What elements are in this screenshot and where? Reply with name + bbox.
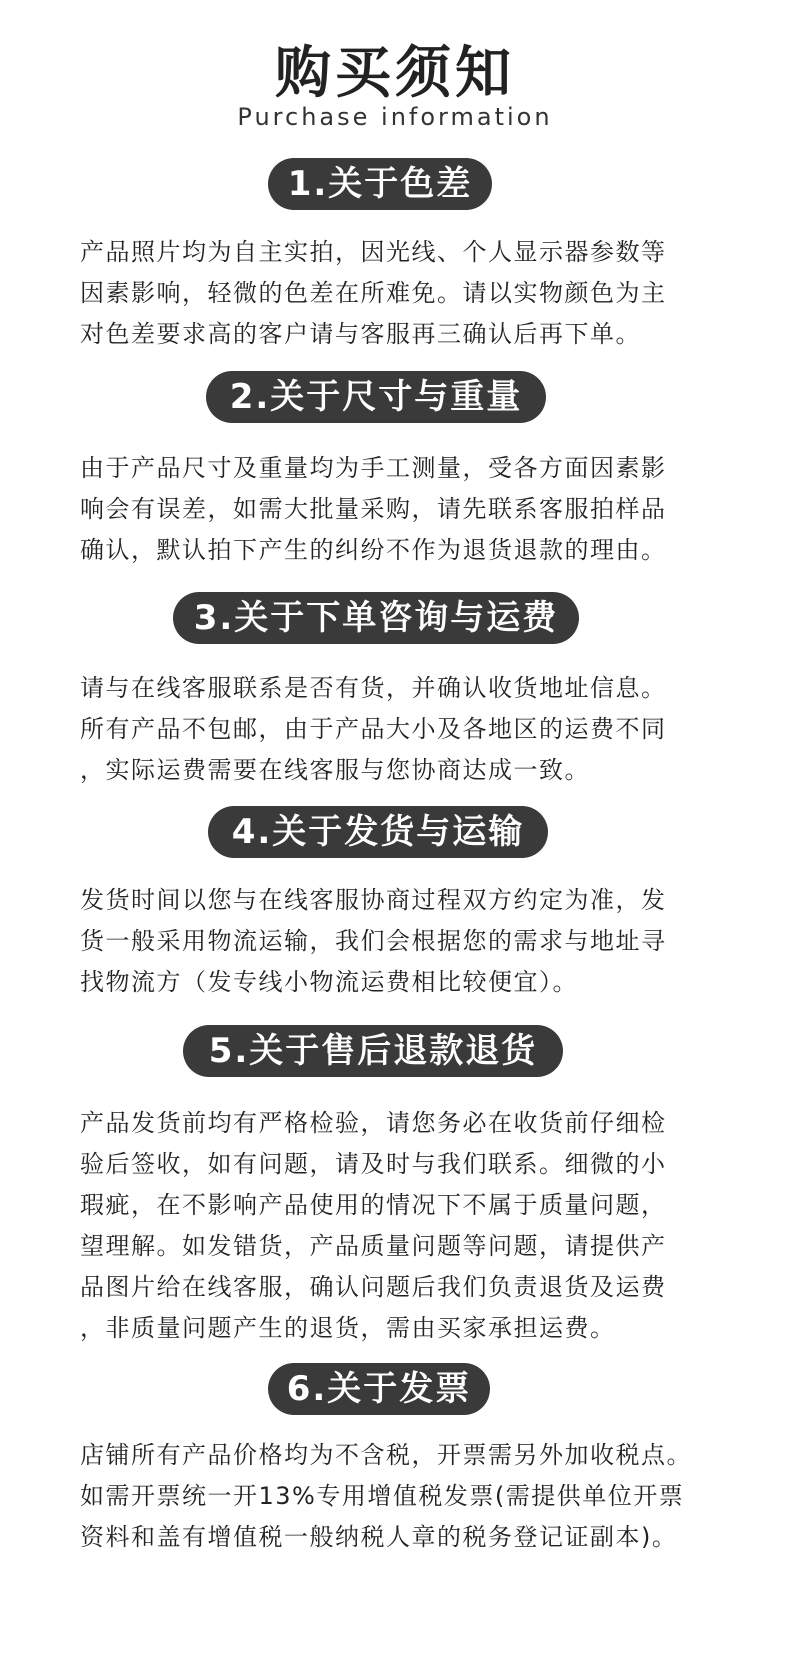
body-line: 请与在线客服联系是否有货，并确认收货地址信息。 [80, 674, 667, 702]
body-line: 由于产品尺寸及重量均为手工测量，受各方面因素影 [80, 454, 667, 482]
section-heading-size-weight: 2.关于尺寸与重量 [206, 371, 546, 423]
body-line: 所有产品不包邮，由于产品大小及各地区的运费不同 [80, 715, 667, 743]
section-heading-invoice: 6.关于发票 [268, 1363, 490, 1415]
body-line: ，非质量问题产生的退货，需由买家承担运费。 [80, 1314, 616, 1342]
section-body-order-shipping-fee [80, 668, 720, 791]
section-body-invoice [80, 1435, 720, 1558]
section-heading-color-difference: 1.关于色差 [268, 158, 492, 210]
body-line: 验后签收，如有问题，请及时与我们联系。细微的小 [80, 1150, 667, 1178]
body-line: 店铺所有产品价格均为不含税，开票需另外加收税点。 [80, 1441, 692, 1469]
body-line: 找物流方（发专线小物流运费相比较便宜）。 [80, 968, 578, 996]
body-line: 响会有误差，如需大批量采购，请先联系客服拍样品 [80, 495, 667, 523]
body-line: 确认，默认拍下产生的纠纷不作为退货退款的理由。 [80, 536, 667, 564]
body-line: 瑕疵，在不影响产品使用的情况下不属于质量问题， [80, 1191, 667, 1219]
section-heading-order-shipping-fee: 3.关于下单咨询与运费 [173, 592, 579, 644]
body-line: 资料和盖有增值税一般纳税人章的税务登记证副本)。 [80, 1523, 678, 1551]
body-line: 品图片给在线客服，确认问题后我们负责退货及运费 [80, 1273, 667, 1301]
body-line: ，实际运费需要在线客服与您协商达成一致。 [80, 756, 590, 784]
page-title: 购买须知 [275, 41, 515, 106]
body-line: 发货时间以您与在线客服协商过程双方约定为准，发 [80, 886, 667, 914]
body-line: 对色差要求高的客户请与客服再三确认后再下单。 [80, 320, 641, 348]
body-line: 如需开票统一开13%专用增值税发票(需提供单位开票 [80, 1482, 685, 1510]
body-line: 货一般采用物流运输，我们会根据您的需求与地址寻 [80, 927, 667, 955]
page-subtitle: Purchase information [237, 103, 553, 131]
section-heading-delivery-transport: 4.关于发货与运输 [208, 806, 548, 858]
body-line: 因素影响，轻微的色差在所难免。请以实物颜色为主 [80, 279, 667, 307]
body-line: 望理解。如发错货，产品质量问题等问题，请提供产 [80, 1232, 667, 1260]
section-body-color-difference [80, 232, 720, 355]
section-heading-after-sales: 5.关于售后退款退货 [183, 1025, 563, 1077]
body-line: 产品照片均为自主实拍，因光线、个人显示器参数等 [80, 238, 667, 266]
section-body-delivery-transport [80, 880, 720, 1003]
section-body-after-sales [80, 1103, 720, 1349]
body-line: 产品发货前均有严格检验，请您务必在收货前仔细检 [80, 1109, 667, 1137]
section-body-size-weight [80, 448, 720, 571]
